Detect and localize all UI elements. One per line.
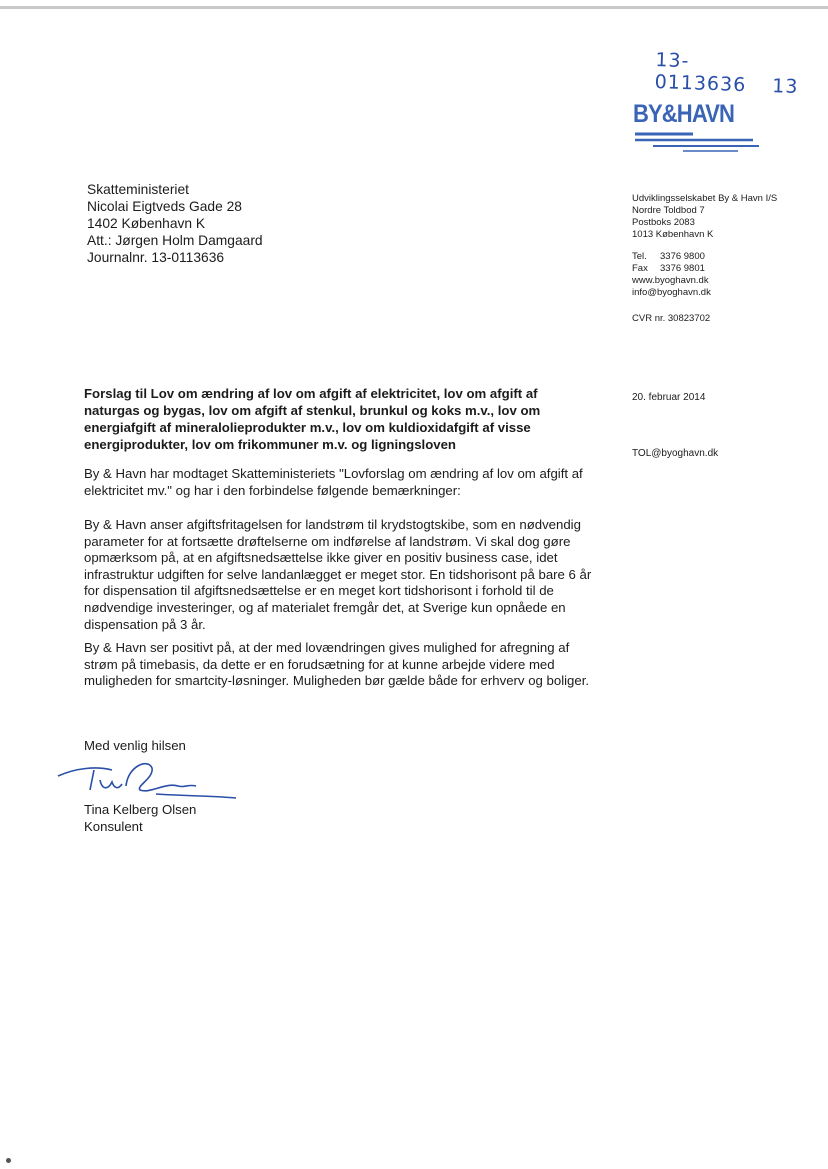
- sender-tel: [632, 251, 777, 263]
- tel-label: Tel.: [632, 251, 647, 262]
- sender-address-line: 1013 København K: [632, 229, 714, 240]
- logo-wave-icon: [633, 131, 763, 153]
- fax-label: Fax: [632, 263, 648, 274]
- tel-number: 3376 9800: [660, 251, 705, 262]
- signatory-title: Konsulent: [84, 819, 143, 834]
- body-paragraph: By & Havn ser positivt på, at der med lovændringen gives mulighed for afregning af strøm på timebasis, da dette er en forudsætning for at kunne arbejde videre med muligheden for smartcity-løsninger. Muligheden bør gælde både for erhverv og boliger.: [84, 640, 590, 689]
- scan-edge-line: [0, 6, 828, 9]
- body-paragraph: By & Havn anser afgiftsfritagelsen for landstrøm til krydstogtskibe, som en nødvendig parameter for at fortsætte drøftelserne om indførelse af landstrøm. Vi skal dog gøre opmærksom på, at en afgiftsnedsættelse ikke giver en positiv business case, idet infrastruktur udgiften for selve landanlægget er meget stor. En tidshorisont på bare 6 år for dispensation til afgiftsnedsættelse er en meget kort tidshorisont i forhold til de nødvendige investeringer, og af materialet fremgår det, at Sverige kun opnåede en dispensation på 3 år.: [84, 517, 592, 632]
- fax-number: 3376 9801: [660, 263, 705, 274]
- sender-address-line: Nordre Toldbod 7: [632, 205, 705, 216]
- handwritten-reference: [654, 49, 828, 99]
- signatory-block: [84, 801, 196, 835]
- closing-greeting: Med venlig hilsen: [84, 738, 186, 753]
- sender-name: Udviklingsselskabet By & Havn I/S: [632, 193, 778, 204]
- recipient-line: 1402 København K: [87, 216, 206, 231]
- recipient-line: Att.: Jørgen Holm Damgaard: [87, 233, 263, 248]
- sender-email: info@byoghavn.dk: [632, 287, 711, 298]
- recipient-line: Skatteministeriet: [87, 182, 189, 197]
- by-havn-logo: [633, 100, 763, 153]
- sender-fax: [632, 263, 777, 275]
- sender-info: [632, 193, 777, 325]
- body-paragraph: By & Havn har modtaget Skatteministeriets "Lovforslag om ændring af lov om afgift af elektricitet mv." og har i den forbindelse følgende bemærkninger:: [84, 466, 583, 498]
- letter-subject: Forslag til Lov om ændring af lov om afgift af elektricitet, lov om afgift af naturgas og bygas, lov om afgift af stenkul, brunkul og koks m.v., lov om energiafgift af mineralolieprodukter m.v., lov om kuldioxidafgift af visse energiprodukter, lov om frikommuner m.v. og ligningsloven: [84, 386, 541, 452]
- sender-address-line: Postboks 2083: [632, 217, 695, 228]
- sender-cvr: CVR nr. 30823702: [632, 313, 711, 324]
- recipient-address: [87, 181, 263, 266]
- signatory-name: Tina Kelberg Olsen: [84, 802, 197, 817]
- recipient-line: Nicolai Eigtveds Gade 28: [87, 199, 242, 214]
- handwritten-signature: [56, 756, 246, 807]
- sender-website: www.byoghavn.dk: [632, 275, 709, 286]
- recipient-line: Journalnr. 13-0113636: [87, 250, 225, 265]
- handwritten-case-number: 13-0113636: [654, 48, 747, 97]
- letter-date: 20. februar 2014: [632, 392, 706, 403]
- scan-speck: [6, 1158, 11, 1163]
- author-email: TOL@byoghavn.dk: [632, 448, 719, 459]
- logo-text: BY&HAVN: [633, 100, 734, 128]
- handwritten-page-count: 13: [771, 75, 799, 98]
